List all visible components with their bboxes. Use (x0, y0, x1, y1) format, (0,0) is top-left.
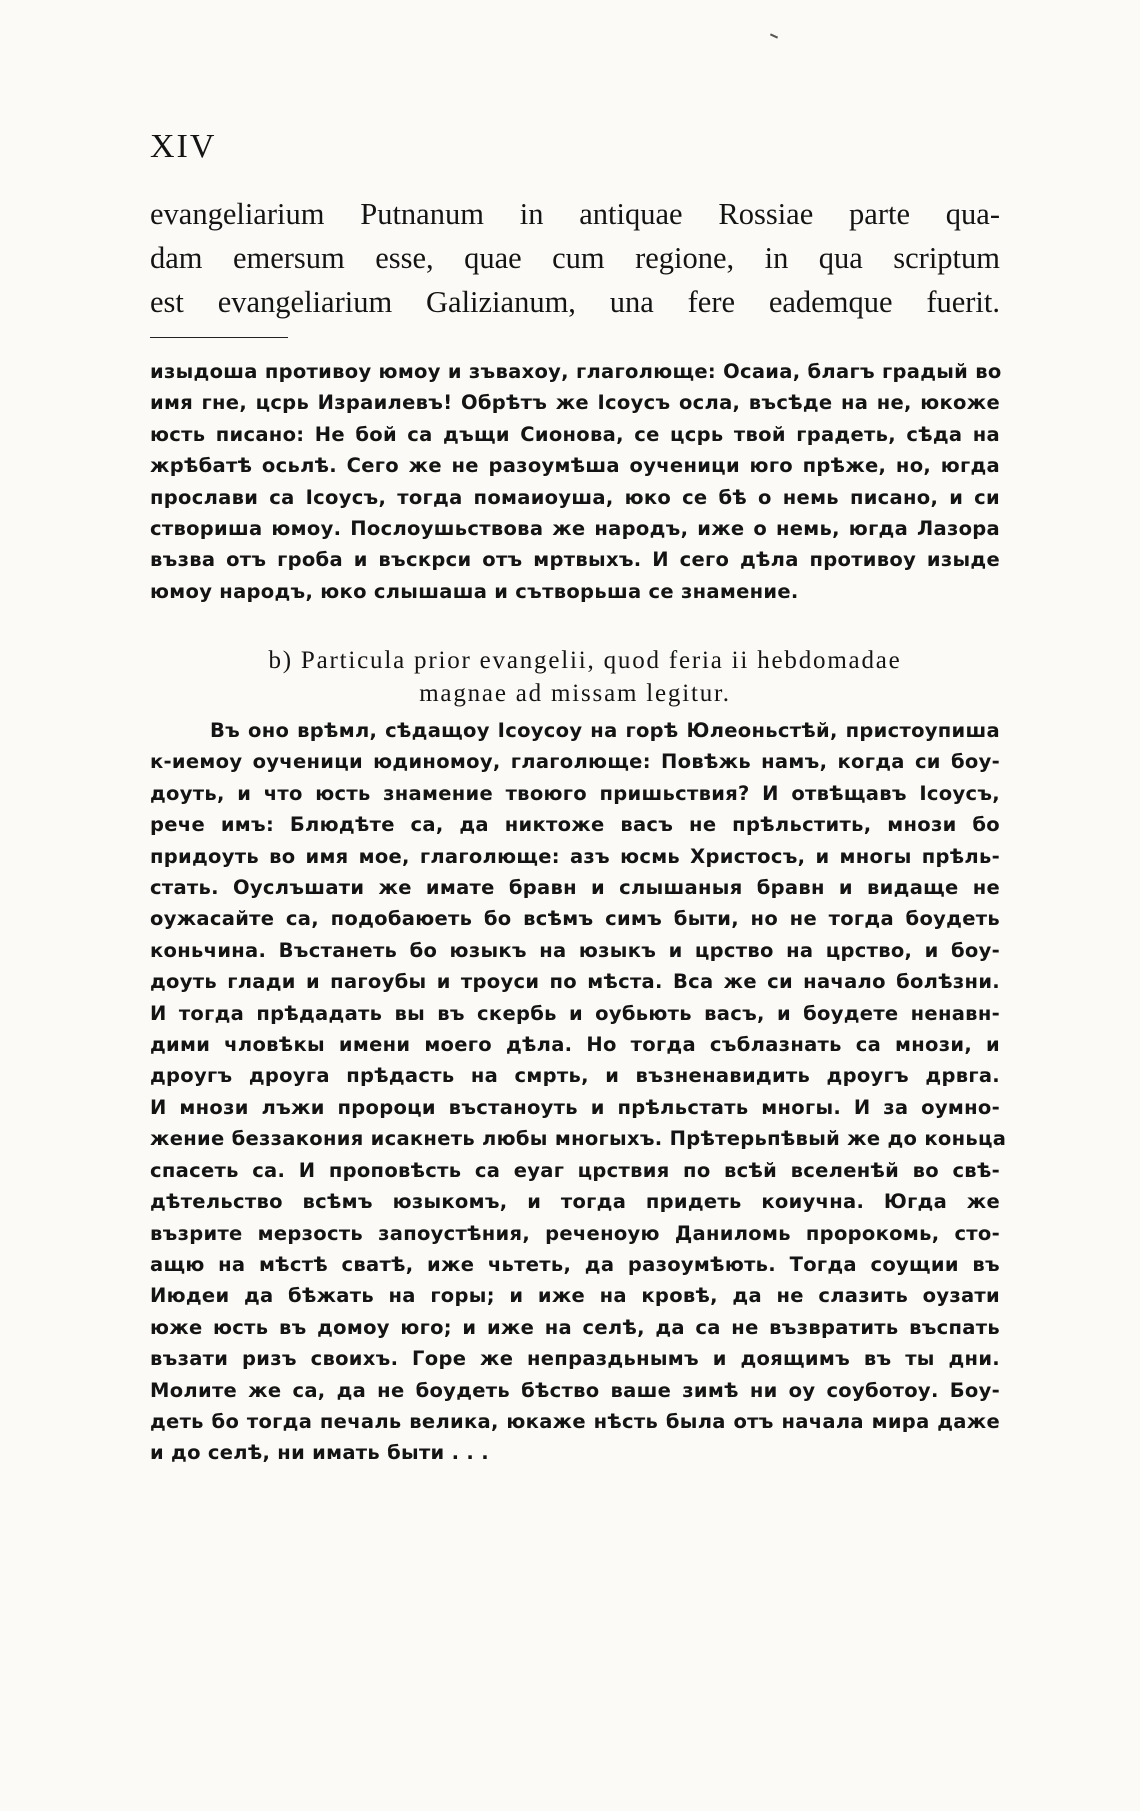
footnote-line: створиша юмоу. Послоушьствова же народъ, иже о немь, югда Лазора (150, 517, 1000, 541)
main-text-line: рече имъ: Блюдѣте са, да никтоже васъ не прѣльстить, мнози бо (150, 813, 1000, 837)
section-heading-line: magnae ad missam legitur. (419, 680, 731, 707)
main-text-line: И тогда прѣдадать вы въ скербь и оубьють васъ, и боудете ненавн- (150, 1001, 1000, 1025)
main-text-line: и до селѣ, ни имать быти . . . (150, 1441, 489, 1465)
latin-line: evangeliarium Putnanum in antiquae Rossiae parte qua- (150, 197, 1000, 231)
main-text-line: спасеть са. И проповѣсть са еуаг црствия по всѣй вселенѣй во свѣ- (150, 1158, 1000, 1182)
footnote-line: жрѣбатѣ осьлѣ. Сего же не разоумѣша оученици юго прѣже, но, югда (150, 454, 1000, 478)
main-text-line: Июдеи да бѣжать на горы; и иже на кровѣ, да не слазить оузати (150, 1284, 1000, 1308)
footnote-block (150, 356, 1000, 607)
main-text-line: жение беззакония исакнеть любы многыхъ. Прѣтерьпѣвый же до коньца (150, 1127, 1007, 1151)
main-text-block (150, 715, 1007, 1469)
main-text-line: стать. Оуслъшати же имате бравн и слышаныя бравн и видаще не (150, 876, 1000, 900)
footnote-line: юсть писано: Не бой са дъщи Сионова, се цсрь твой градеть, сѣда на (150, 422, 1000, 446)
main-text-line: юже юсть въ домоу юго; и иже на селѣ, да са не възвратить въспать (150, 1315, 1000, 1339)
main-text-line: придоуть во имя мое, глаголюще: азъ юсмь Христосъ, и многы прѣль- (150, 844, 1000, 868)
footnote-line: имя гне, цсрь Израилевъ! Обрѣтъ же Ісоусъ осла, въсѣде на не, юкоже (150, 391, 1000, 415)
main-text-line: оужасайте са, подобаюеть бо всѣмъ симъ быти, но не тогда боудеть (150, 907, 1000, 931)
footnote-rule (150, 337, 288, 338)
section-heading (150, 644, 1000, 710)
main-text-line: доуть глади и пагоубы и троуси по мѣста. Вса же си начало болѣзни. (150, 970, 1000, 994)
main-text-line: И мнози лъжи пророци въстаноуть и прѣльстать многы. И за оумно- (150, 1095, 1000, 1119)
main-text-line: дими чловѣкы имени моего дѣла. Но тогда съблазнать са мнози, и (150, 1033, 1000, 1057)
main-text-line: к-иемоу оученици юдиномоу, глаголюще: Повѣжь намъ, когда си боу- (150, 750, 1000, 774)
latin-line: est evangeliarium Galizianum, una fere eademque fuerit. (150, 285, 1000, 319)
page-number: XIV (150, 128, 217, 165)
main-text-line: коньчина. Въстанеть бо юзыкъ на юзыкъ и црство на црство, и боу- (150, 938, 1000, 962)
main-text-line: ащю на мѣстѣ сватѣ, иже чьтеть, да разоумѣють. Тогда соущии въ (150, 1252, 1000, 1276)
main-text-line: Молите же са, да не боудеть бѣство ваше зимѣ ни оу соуботоу. Боу- (150, 1378, 1000, 1402)
main-text-line: Въ оно врѣмл, сѣдащоу Ісоусоу на горѣ Юлеоньстѣй, пристоупиша (210, 719, 1000, 742)
scan-mark (770, 33, 778, 38)
footnote-line: прослави са Ісоусъ, тогда помаиоуша, юко се бѣ о немь писано, и си (150, 485, 1000, 509)
footnote-line: изыдоша противоу юмоу и зъвахоу, глаголюще: Осаиа, благъ градый во (150, 360, 1002, 383)
latin-paragraph (150, 192, 1000, 324)
main-text-line: доуть, и что юсть знамение твоюго пришьствия? И отвѣщавъ Ісоусъ, (150, 781, 1000, 805)
section-heading-line: b) Particula prior evangelii, quod feria ii hebdomadae (268, 647, 902, 674)
main-text-line: дроугъ дроуга прѣдасть на смрть, и възненавидить дроугъ дрвга. (150, 1064, 1000, 1088)
main-text-line: възати ризъ своихъ. Горе же непраздьнымъ и доящимъ въ ты дни. (150, 1347, 1000, 1371)
latin-line: dam emersum esse, quae cum regione, in qua scriptum (150, 241, 1000, 275)
main-text-line: възрите мерзость запоустѣния, реченоую Даниломь пророкомь, сто- (150, 1221, 1000, 1245)
footnote-line: юмоу народъ, юко слышаша и сътворьша се знамение. (150, 579, 799, 603)
main-text-line: дѣтельство всѣмъ юзыкомъ, и тогда придеть коиучна. Югда же (150, 1190, 1000, 1214)
main-text-line: деть бо тогда печаль велика, юкаже нѣсть была отъ начала мира даже (150, 1409, 1000, 1433)
footnote-line: възва отъ гроба и въскрси отъ мртвыхъ. И сего дѣла противоу изыде (150, 548, 1000, 572)
